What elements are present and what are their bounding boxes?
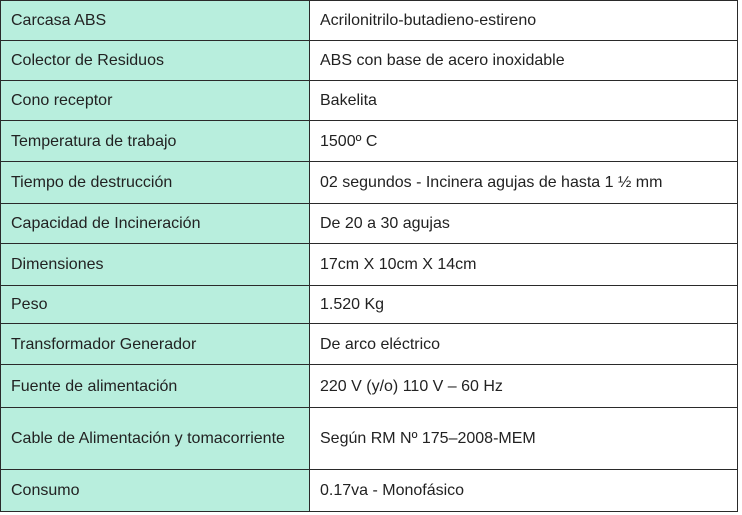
table-row [1, 162, 738, 204]
spec-value: 1.520 Kg [310, 286, 738, 324]
spec-value: 02 segundos - Incinera agujas de hasta 1 ½ mm [310, 162, 738, 204]
spec-value: De 20 a 30 agujas [310, 204, 738, 244]
table-row [1, 204, 738, 244]
table-row [1, 81, 738, 121]
spec-value: Según RM Nº 175–2008-MEM [310, 408, 738, 470]
table-row [1, 470, 738, 512]
table-row [1, 324, 738, 365]
spec-label: Cable de Alimentación y tomacorriente [1, 408, 310, 470]
spec-label: Carcasa ABS [1, 1, 310, 41]
spec-value: De arco eléctrico [310, 324, 738, 365]
spec-value: 220 V (y/o) 110 V – 60 Hz [310, 365, 738, 408]
table-row [1, 41, 738, 81]
table-row [1, 286, 738, 324]
spec-value: 1500º C [310, 121, 738, 162]
spec-label: Dimensiones [1, 244, 310, 286]
spec-label: Transformador Generador [1, 324, 310, 365]
spec-label: Peso [1, 286, 310, 324]
spec-label: Colector de Residuos [1, 41, 310, 81]
spec-value: 0.17va - Monofásico [310, 470, 738, 512]
spec-label: Cono receptor [1, 81, 310, 121]
spec-value: Acrilonitrilo-butadieno-estireno [310, 1, 738, 41]
spec-value: 17cm X 10cm X 14cm [310, 244, 738, 286]
table-row [1, 244, 738, 286]
spec-value: ABS con base de acero inoxidable [310, 41, 738, 81]
table-row [1, 365, 738, 408]
table-row [1, 408, 738, 470]
spec-value: Bakelita [310, 81, 738, 121]
table-row [1, 1, 738, 41]
spec-label: Capacidad de Incineración [1, 204, 310, 244]
table-row [1, 121, 738, 162]
spec-label: Tiempo de destrucción [1, 162, 310, 204]
spec-label: Temperatura de trabajo [1, 121, 310, 162]
spec-label: Fuente de alimentación [1, 365, 310, 408]
spec-label: Consumo [1, 470, 310, 512]
